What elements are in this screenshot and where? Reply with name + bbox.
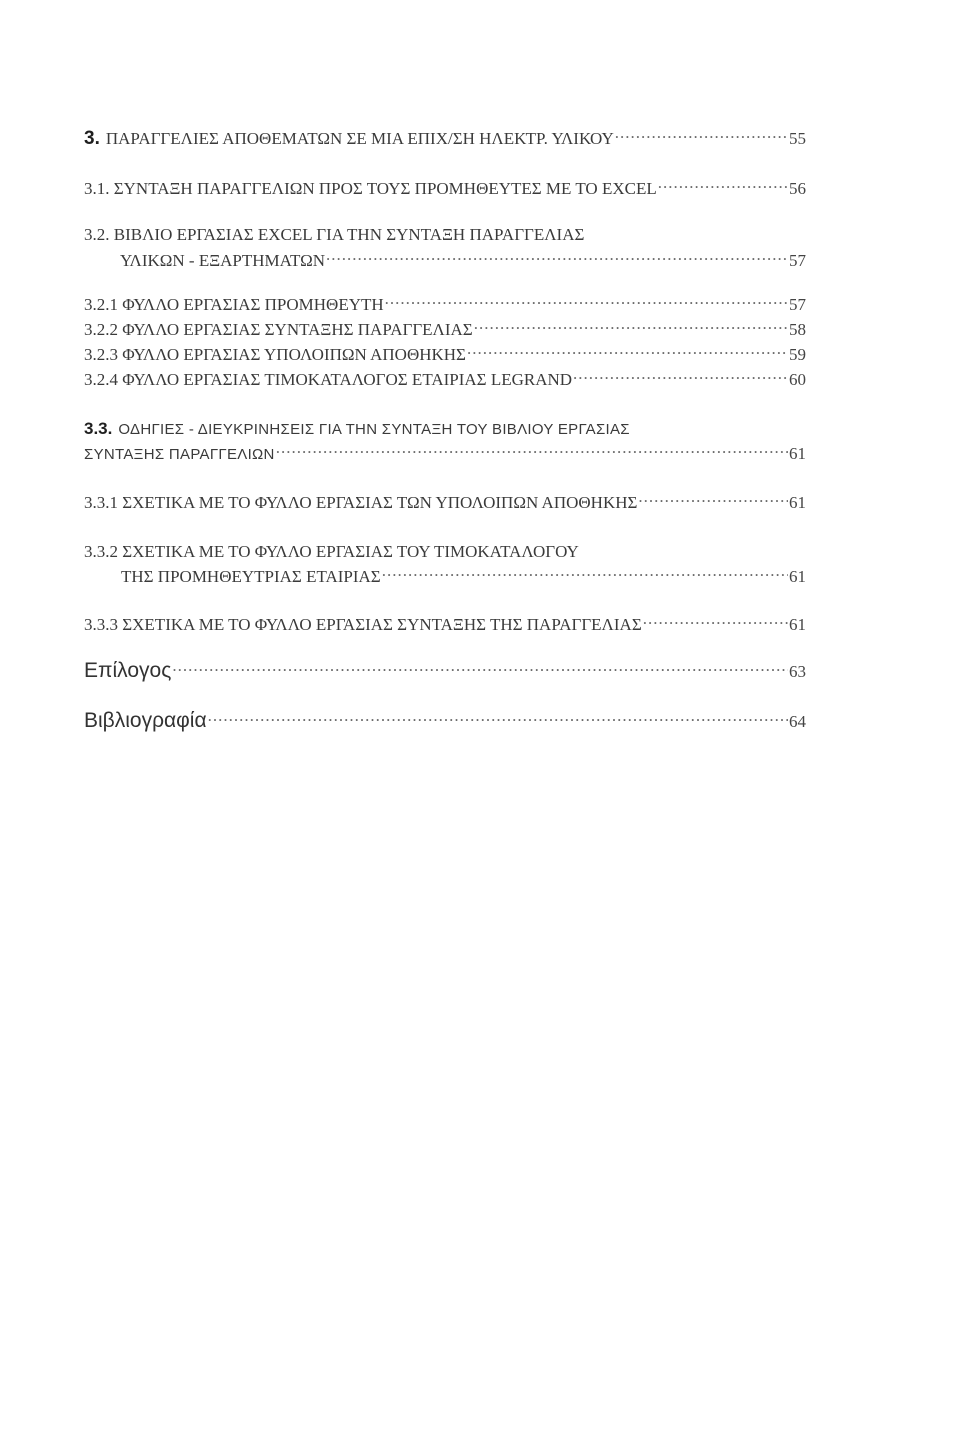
dot-leader (638, 491, 788, 508)
toc-entry-title: ΠΑΡΑΓΓΕΛΙΕΣ ΑΠΟΘΕΜΑΤΩΝ ΣΕ ΜΙΑ ΕΠΙΧ/ΣΗ ΗΛΕΚΤΡ. ΥΛΙΚΟΥ (105, 129, 614, 148)
toc-entry-epilogue (84, 660, 806, 683)
dot-leader (615, 127, 788, 144)
toc-entry-title: 3.3.1 ΣΧΕΤΙΚΑ ΜΕ ΤΟ ΦΥΛΛΟ ΕΡΓΑΣΙΑΣ ΤΩΝ ΥΠΟΛΟΙΠΩΝ ΑΠΟΘΗΚΗΣ (84, 493, 638, 512)
toc-entry-title: 3.1. ΣΥΝΤΑΞΗ ΠΑΡΑΓΓΕΛΙΩΝ ΠΡΟΣ ΤΟΥΣ ΠΡΟΜΗΘΕΥΤΕΣ ΜΕ ΤΟ EXCEL (84, 179, 657, 198)
dot-leader (474, 318, 788, 335)
toc-entry-3-2-2 (84, 318, 806, 341)
toc-page-number: 57 (789, 251, 806, 270)
toc-entry-3-2-4 (84, 368, 806, 391)
toc-entry-3-3-3 (84, 613, 806, 636)
toc-entry-title-cont: ΣΥΝΤΑΞΗΣ ΠΑΡΑΓΓΕΛΙΩΝ (84, 446, 275, 463)
dot-leader (385, 293, 788, 310)
toc-entry-3-3-2 (121, 565, 806, 588)
toc-entry-3-3-1 (84, 491, 806, 514)
dot-leader (573, 368, 788, 385)
toc-entry-title: 3.2.3 ΦΥΛΛΟ ΕΡΓΑΣΙΑΣ ΥΠΟΛΟΙΠΩΝ ΑΠΟΘΗΚΗΣ (84, 345, 466, 364)
toc-page-number: 56 (789, 179, 806, 198)
toc-page-number: 61 (789, 615, 806, 634)
toc-entry-title-cont: ΥΛΙΚΩΝ - ΕΞΑΡΤΗΜΑΤΩΝ (120, 251, 326, 270)
toc-entry-3-3 (84, 442, 806, 466)
dot-leader (172, 660, 788, 677)
dot-leader (208, 710, 788, 727)
toc-page-number: 55 (789, 129, 806, 148)
dot-leader (643, 613, 788, 630)
dot-leader (382, 565, 788, 582)
toc-entry-title: 3.3.3 ΣΧΕΤΙΚΑ ΜΕ ΤΟ ΦΥΛΛΟ ΕΡΓΑΣΙΑΣ ΣΥΝΤΑΞΗΣ ΤΗΣ ΠΑΡΑΓΓΕΛΙΑΣ (84, 615, 642, 634)
toc-entry-title: 3.2.2 ΦΥΛΛΟ ΕΡΓΑΣΙΑΣ ΣΥΝΤΑΞΗΣ ΠΑΡΑΓΓΕΛΙΑΣ (84, 320, 473, 339)
toc-entry-3-3-2-line1: 3.3.2 ΣΧΕΤΙΚΑ ΜΕ ΤΟ ΦΥΛΛΟ ΕΡΓΑΣΙΑΣ ΤΟΥ ΤΙΜΟΚΑΤΑΛΟΓΟΥ (84, 542, 579, 561)
toc-page-number: 61 (789, 567, 806, 586)
dot-leader (276, 442, 788, 459)
toc-entry-title: ΟΔΗΓΙΕΣ - ΔΙΕΥΚΡΙΝΗΣΕΙΣ ΓΙΑ ΤΗΝ ΣΥΝΤΑΞΗ ΤΟΥ ΒΙΒΛΙΟΥ ΕΡΓΑΣΙΑΣ (118, 421, 630, 438)
toc-page-number: 63 (789, 662, 806, 681)
toc-page-number: 57 (789, 295, 806, 314)
toc-entry-3-2 (120, 249, 806, 272)
toc-entry-title: Βιβλιογραφία (84, 709, 207, 732)
toc-page-number: 58 (789, 320, 806, 339)
dot-leader (326, 249, 788, 266)
toc-entry-3-2-1 (84, 293, 806, 316)
toc-entry-chapter-3 (84, 127, 806, 150)
toc-entry-bibliography (84, 710, 806, 733)
toc-entry-title: 3.2.1 ΦΥΛΛΟ ΕΡΓΑΣΙΑΣ ΠΡΟΜΗΘΕΥΤΗ (84, 295, 384, 314)
toc-entry-3-1 (84, 177, 806, 200)
toc-entry-title: Επίλογος (84, 659, 172, 682)
toc-page-number: 60 (789, 370, 806, 389)
dot-leader (467, 343, 788, 360)
toc-page-number: 64 (789, 712, 806, 731)
chapter-number: 3. (84, 128, 100, 149)
toc-page-number: 61 (789, 493, 806, 512)
toc-entry-title: 3.2.4 ΦΥΛΛΟ ΕΡΓΑΣΙΑΣ ΤΙΜΟΚΑΤΑΛΟΓΟΣ ΕΤΑΙΡΙΑΣ LEGRAND (84, 370, 573, 389)
toc-entry-title-cont: ΤΗΣ ΠΡΟΜΗΘΕΥΤΡΙΑΣ ΕΤΑΙΡΙΑΣ (121, 567, 381, 586)
toc-entry-3-2-3 (84, 343, 806, 366)
toc-entry-3-2-line1: 3.2. ΒΙΒΛΙΟ ΕΡΓΑΣΙΑΣ EXCEL ΓΙΑ ΤΗΝ ΣΥΝΤΑΞΗ ΠΑΡΑΓΓΕΛΙΑΣ (84, 225, 585, 244)
toc-page-number: 59 (789, 345, 806, 364)
dot-leader (658, 177, 788, 194)
toc-page-number: 61 (789, 444, 806, 463)
section-number: 3.3. (84, 419, 113, 438)
toc-entry-3-3-line1 (84, 418, 630, 441)
